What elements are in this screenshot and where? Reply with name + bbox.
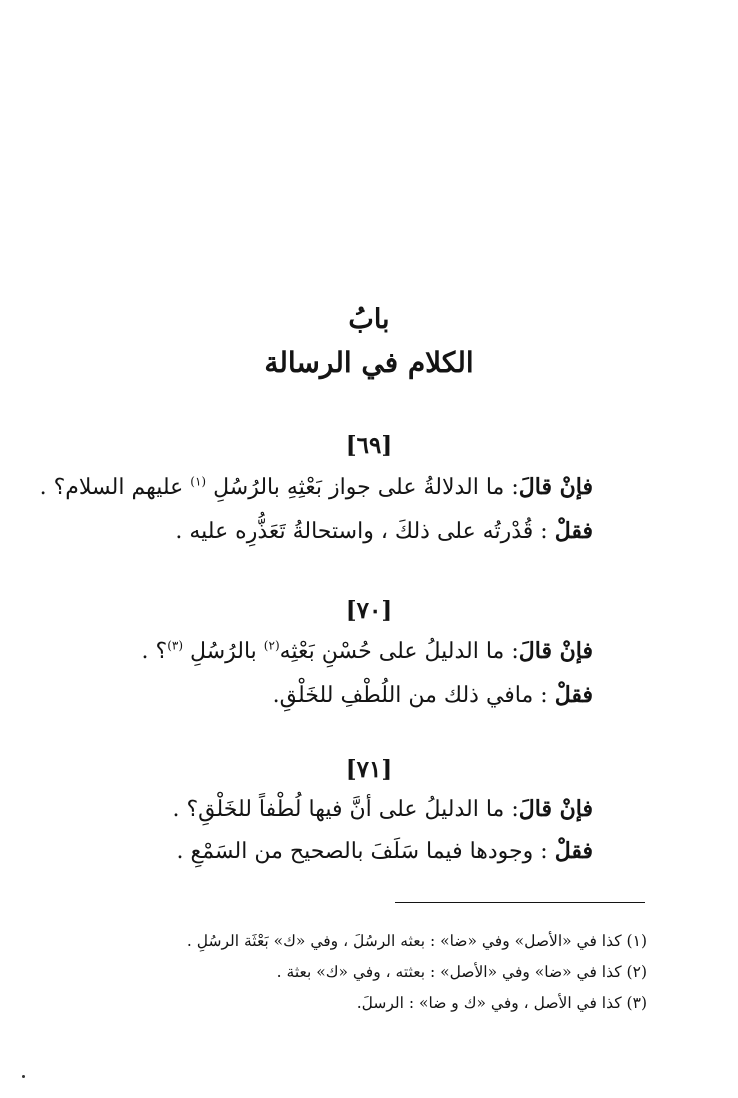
question-line — [133, 638, 593, 664]
question-text-end: عليهم السلام؟ . — [39, 475, 191, 500]
question-text: : ما الدليلُ على أنَّ فيها لُطْفاً للخَلْقِ؟ . — [172, 797, 519, 822]
section-number: [٦٩] — [345, 432, 393, 459]
footnote-mark: (٢) — [263, 638, 280, 653]
footnote-divider — [395, 902, 645, 903]
footnote-mark: (٣) — [167, 638, 184, 653]
scan-speck — [22, 1075, 25, 1078]
footnote: (٢) كذا في «ضا» وفي «الأصل» : بعثته ، وفي «ك» بعثة . — [276, 963, 647, 981]
answer-text: : مافي ذلك من اللُطْفِ للخَلْقِ. — [272, 683, 555, 708]
footnote: (٣) كذا في الأصل ، وفي «ك و ضا» : الرسلَ. — [356, 994, 647, 1012]
answer-line — [133, 838, 593, 864]
answer-text: : وجودها فيما سَلَفَ بالصحيح من السَمْعِ . — [176, 839, 555, 864]
question-text-mid: بالرُسُلِ — [183, 639, 264, 664]
answer-lead: فقلْ — [554, 682, 593, 708]
question-line — [39, 474, 593, 500]
answer-text: : قُدْرتُه على ذلكَ ، واستحالةُ تَعَذُّرِه عليه . — [175, 519, 555, 544]
question-line — [133, 796, 593, 822]
question-lead: فإنْ قالَ — [518, 796, 593, 822]
chapter-title: الكلام في الرسالة — [264, 346, 474, 379]
question-lead: فإنْ قالَ — [518, 474, 593, 500]
answer-lead: فقلْ — [554, 518, 593, 544]
question-text: : ما الدلالةُ على جواز بَعْثِهِ بالرُسُلِ — [206, 475, 519, 500]
answer-line — [133, 682, 593, 708]
question-text-end: ؟ . — [141, 639, 168, 664]
footnote: (١) كذا في «الأصل» وفي «ضا» : بعثه الرسُلَ ، وفي «ك» بَعْثَة الرسُلِ . — [186, 932, 647, 950]
answer-lead: فقلْ — [554, 838, 593, 864]
question-text: : ما الدليلُ على حُسْنِ بَعْثِه — [279, 639, 519, 664]
section-number: [٧٠] — [345, 597, 393, 624]
section-number: [٧١] — [345, 756, 393, 783]
footnote-mark: (١) — [190, 474, 207, 489]
question-lead: فإنْ قالَ — [518, 638, 593, 664]
answer-line — [133, 518, 593, 544]
chapter-label: بابُ — [348, 304, 390, 335]
